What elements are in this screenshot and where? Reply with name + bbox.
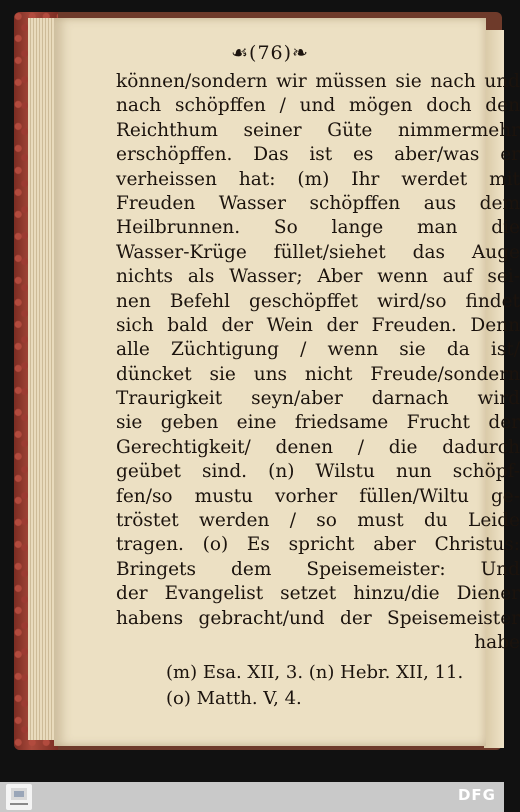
text-line: tragen. (o) Es spricht aber Christus: xyxy=(116,534,520,556)
text-line: geübet sind. (n) Wilstu nun schöpf- xyxy=(116,461,520,483)
text-line: Traurigkeit seyn/aber darnach wird xyxy=(116,388,520,410)
text-line: Gerechtigkeit/ denen / die dadurch xyxy=(116,436,520,458)
footnotes xyxy=(166,660,506,712)
text-line: sich bald der Wein der Freuden. Denn xyxy=(116,314,520,336)
book-page xyxy=(54,18,520,746)
text-line: nichts als Wasser; Aber wenn auf sei- xyxy=(116,266,520,288)
text-line: können/sondern wir müssen sie nach und xyxy=(116,71,520,92)
text-line: düncket sie uns nicht Freude/sondern xyxy=(116,363,520,385)
text-line: Heilbrunnen. So lange man die xyxy=(116,217,520,239)
text-line: nach schöpffen / und mögen doch den xyxy=(116,95,520,117)
page-number-header: ☙(76)❧ xyxy=(231,42,309,64)
text-line: fen/so mustu vorher füllen/Wiltu ge- xyxy=(116,485,520,507)
text-line: erschöpffen. Das ist es aber/was er xyxy=(116,144,520,166)
dfg-logo: DFG xyxy=(457,786,496,804)
text-line: habens gebracht/und der Speisemeister xyxy=(116,607,520,629)
text-line: Wasser-Krüge füllet/siehet das Auge xyxy=(116,241,520,263)
text-line: tröstet werden / so must du Leide xyxy=(116,510,520,532)
text-line: Bringets dem Speisemeister: Und xyxy=(116,558,520,580)
page-edges xyxy=(28,18,54,740)
text-line: Reichthum seiner Güte nimmermehr xyxy=(116,119,520,141)
body-text xyxy=(116,70,520,655)
text-line: nen Befehl geschöpffet wird/so findet xyxy=(116,290,520,312)
footnote-line: (m) Esa. XII, 3. (n) Hebr. XII, 11. xyxy=(166,662,464,683)
footnote-line: (o) Matth. V, 4. xyxy=(166,688,302,709)
text-line: der Evangelist setzet hinzu/die Diener xyxy=(116,583,520,605)
slub-logo-icon xyxy=(6,784,32,810)
text-line: alle Züchtigung / wenn sie da ist/ xyxy=(116,339,520,361)
catchword: habe xyxy=(474,631,520,653)
text-line: Freuden Wasser schöpffen aus dem xyxy=(116,192,520,214)
text-line: verheissen hat: (m) Ihr werdet mit xyxy=(116,168,520,190)
viewer-footer-bar xyxy=(0,782,504,812)
text-line: sie geben eine friedsame Frucht der xyxy=(116,412,520,434)
